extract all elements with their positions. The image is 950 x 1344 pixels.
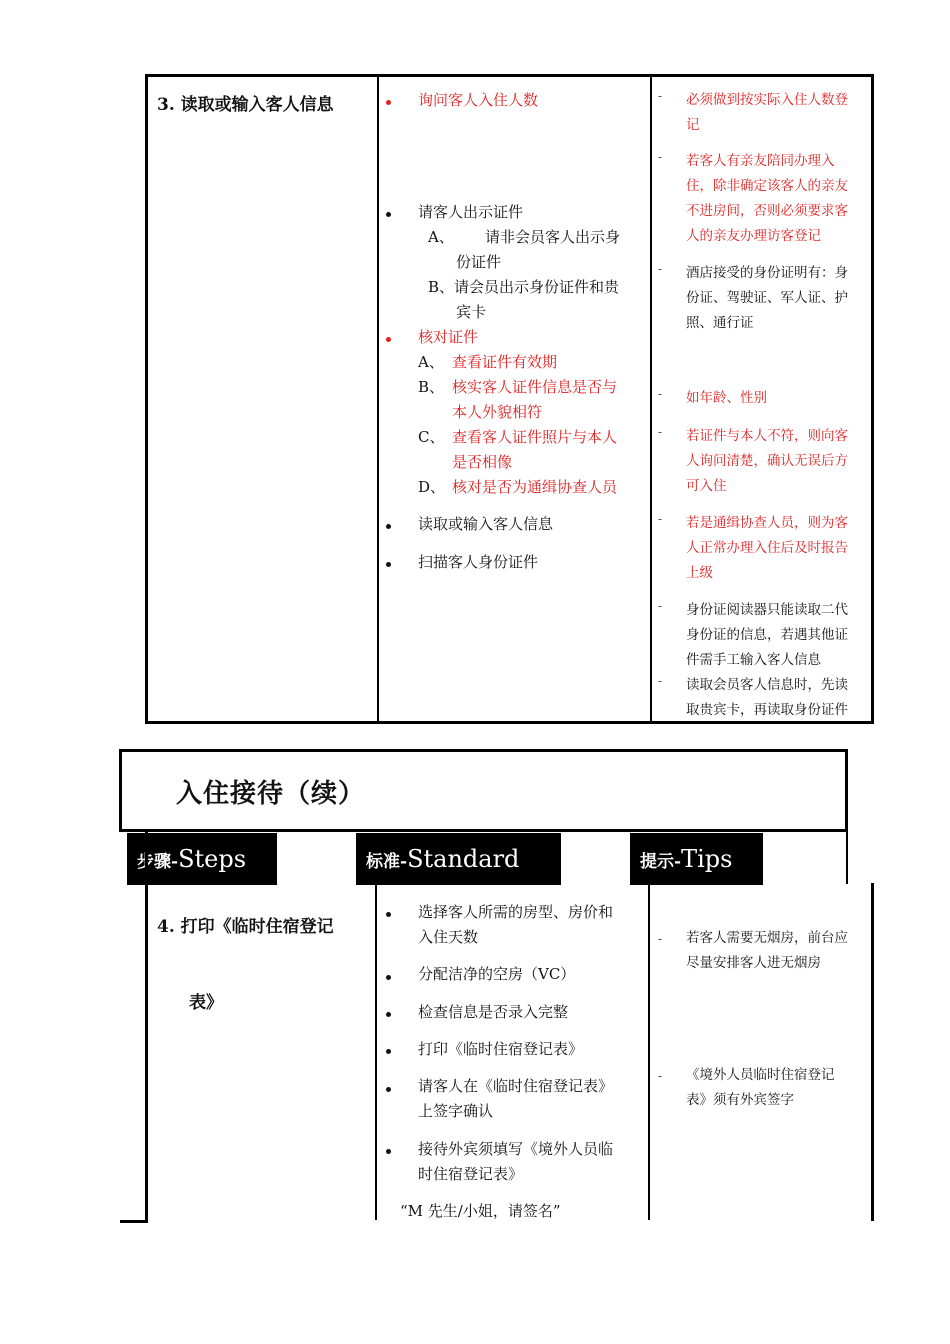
standard-item: 时住宿登记表》 [418, 1165, 524, 1183]
standard-item: 请客人出示证件 [418, 203, 524, 221]
standard-item: 打印《临时住宿登记表》 [418, 1040, 584, 1058]
script-quote: “M 先生/小姐，请签名” [400, 1202, 561, 1220]
header-tips-zh: 提示- [640, 851, 682, 872]
standard-item: 入住天数 [418, 928, 479, 946]
table-border [871, 883, 874, 1221]
dash-marker: - [658, 89, 663, 103]
bullet-dot-icon [386, 100, 391, 105]
sub-item: 请非会员客人出示身 [485, 228, 621, 246]
standard-item: 接待外宾须填写《境外人员临 [418, 1140, 614, 1158]
header-tips [630, 833, 763, 885]
tip-line: 人正常办理入住后及时报告 [686, 540, 848, 556]
table-border [145, 832, 148, 1223]
tip-line: 尽量安排客人进无烟房 [686, 955, 821, 971]
standard-item: 核对证件 [418, 328, 479, 346]
bullet-dot-icon [386, 337, 391, 342]
step-title: 表》 [189, 993, 223, 1013]
header-standard-zh: 标准- [366, 851, 408, 872]
column-divider [650, 77, 652, 721]
sub-item-prefix: A、 [428, 228, 454, 246]
sub-item: 份证件 [456, 253, 502, 271]
sub-item: 宾卡 [456, 303, 487, 321]
standard-item: 询问客人入住人数 [418, 91, 539, 109]
standard-item: 读取或输入客人信息 [418, 515, 554, 533]
sub-item: 查看证件有效期 [452, 353, 558, 371]
bullet-dot-icon [386, 912, 391, 917]
sub-item-prefix: B、 [418, 378, 445, 396]
standard-item: 扫描客人身份证件 [418, 553, 539, 571]
tip-line: 如年龄、性别 [686, 390, 767, 406]
bullet-dot-icon [386, 1149, 391, 1154]
dash-marker: - [658, 150, 663, 164]
tip-line: 份证、驾驶证、军人证、护 [686, 290, 848, 306]
header-steps-en: Steps [178, 845, 247, 873]
sub-item: B、请会员出示身份证件和贵 [428, 278, 620, 296]
tip-line: 表》须有外宾签字 [686, 1092, 794, 1108]
sub-item: 是否相像 [452, 453, 513, 471]
header-standard-en: Standard [407, 845, 520, 873]
tip-line: 照、通行证 [686, 315, 754, 331]
header-tips-en: Tips [681, 845, 733, 873]
tip-line: 若客人有亲友陪同办理入 [686, 153, 835, 169]
standard-item: 请客人在《临时住宿登记表》 [418, 1077, 614, 1095]
sub-item-prefix: C、 [418, 428, 445, 446]
dash-marker: - [658, 262, 663, 276]
bullet-dot-icon [386, 1012, 391, 1017]
step-title: 3. 读取或输入客人信息 [157, 95, 334, 115]
tip-line: 件需手工输入客人信息 [686, 652, 821, 668]
bullet-dot-icon [386, 975, 391, 980]
standard-item: 选择客人所需的房型、房价和 [418, 903, 614, 921]
tip-line: 记 [686, 117, 700, 133]
table-border [120, 1220, 148, 1223]
sub-item-prefix: A、 [418, 353, 444, 371]
dash-marker: - [658, 387, 663, 401]
tip-line: 身份证的信息，若遇其他证 [686, 627, 848, 643]
tip-line: 人的亲友办理访客登记 [686, 228, 821, 244]
standard-item: 分配洁净的空房（VC） [418, 965, 576, 983]
tip-line: 读取会员客人信息时，先读 [686, 677, 848, 693]
tip-line: 不进房间，否则必须要求客 [686, 203, 848, 219]
tip-line: 人询问清楚，确认无误后方 [686, 453, 848, 469]
header-steps [127, 833, 277, 885]
dash-marker: - [658, 1069, 663, 1083]
bullet-dot-icon [386, 562, 391, 567]
tip-line: 若客人需要无烟房，前台应 [686, 930, 848, 946]
tip-line: 上级 [686, 565, 713, 581]
bullet-dot-icon [386, 1049, 391, 1054]
bullet-dot-icon [386, 212, 391, 217]
tip-line: 酒店接受的身份证明有：身 [686, 265, 848, 281]
tip-line: 可入住 [686, 478, 727, 494]
column-divider [648, 885, 650, 1220]
standard-item: 检查信息是否录入完整 [418, 1003, 569, 1021]
column-divider [377, 77, 379, 721]
dash-marker: - [658, 512, 663, 526]
sub-item: 核对是否为通缉协查人员 [452, 478, 618, 496]
dash-marker: - [658, 674, 663, 688]
tip-line: 若是通缉协查人员，则为客 [686, 515, 848, 531]
tip-line: 住，除非确定该客人的亲友 [686, 178, 848, 194]
dash-marker: - [658, 425, 663, 439]
column-divider [375, 885, 377, 1220]
section-title: 入住接待（续） [176, 779, 366, 809]
tip-line: 若证件与本人不符，则向客 [686, 428, 848, 444]
sub-item: 查看客人证件照片与本人 [452, 428, 618, 446]
tip-line: 必须做到按实际入住人数登 [686, 92, 848, 108]
standard-item: 上签字确认 [418, 1102, 494, 1120]
header-standard [356, 833, 561, 885]
sub-item-prefix: D、 [418, 478, 446, 496]
sub-item: 核实客人证件信息是否与 [452, 378, 618, 396]
tip-line: 身份证阅读器只能读取二代 [686, 602, 848, 618]
bullet-dot-icon [386, 524, 391, 529]
sub-item: 本人外貌相符 [452, 403, 543, 421]
dash-marker: - [658, 599, 663, 613]
step-title: 4. 打印《临时住宿登记 [157, 917, 334, 937]
bullet-dot-icon [386, 1087, 391, 1092]
table-border [846, 832, 848, 884]
header-steps-zh: 步骤- [137, 851, 179, 872]
tip-line: 取贵宾卡，再读取身份证件 [686, 702, 848, 718]
dash-marker: - [658, 932, 663, 946]
tip-line: 《境外人员临时住宿登记 [686, 1067, 835, 1083]
